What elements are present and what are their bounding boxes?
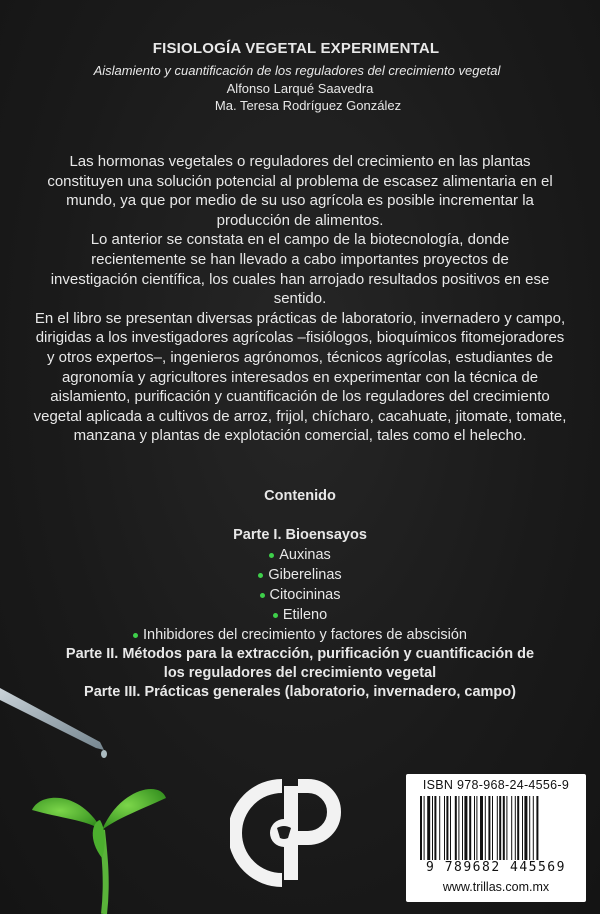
description-paragraph: Las hormonas vegetales o reguladores del crecimiento en las plantas constituyen una solución potencial al problema de escasez alimentaria en el mundo, ya que por medio de su uso agrícola es posible incrementar la producción de alimentos. — [47, 153, 553, 229]
contents-item: Auxinas — [60, 545, 540, 565]
part-2-heading: Parte II. Métodos para la extracción, purificación y cuantificación de los reguladores del crecimiento vegetal — [65, 646, 535, 681]
author-2: Ma. Teresa Rodríguez González — [214, 98, 402, 113]
book-subtitle: Aislamiento y cuantificación de los reguladores del crecimiento vegetal — [93, 63, 501, 78]
leaf-icon — [32, 798, 102, 830]
seedling-illustration — [0, 680, 230, 914]
barcode-number: 9 789682 445569 — [426, 860, 566, 875]
isbn-text: ISBN 978-968-24-4556-9 — [422, 778, 570, 792]
barcode-icon — [418, 796, 578, 860]
contents-item: Inhibidores del crecimiento y factores de abscisión — [60, 625, 540, 645]
bullet-icon — [273, 613, 278, 618]
bullet-icon — [258, 573, 263, 578]
barcode-label — [406, 774, 586, 902]
publisher-url: www.trillas.com.mx — [442, 880, 550, 894]
table-of-contents — [60, 488, 540, 702]
book-title: FISIOLOGÍA VEGETAL EXPERIMENTAL — [152, 40, 440, 57]
bullet-icon — [260, 593, 265, 598]
contents-heading: Contenido — [264, 488, 336, 504]
author-1: Alfonso Larqué Saavedra — [226, 81, 374, 96]
description-paragraph: En el libro se presentan diversas prácticas de laboratorio, invernadero y campo, dirigidas a los investigadores agrícolas –fisiólogos, bioquímicos fitomejoradores y otros expertos–, ingenieros agrónomos, técnicos agrícolas, estudiantes de agronomía y agricultores interesados en experimentar con la técnica de aislamiento, purificación y cuantificación de los reguladores del crecimiento vegetal aplicada a cultivos de arroz, frijol, chícharo, cacahuate, jitomate, tomate, manzana y plantas de explotación comercial, tales como el helecho. — [33, 309, 567, 445]
contents-item: Etileno — [60, 605, 540, 625]
bullet-icon — [133, 633, 138, 638]
part-3-heading: Parte III. Prácticas generales (laboratorio, invernadero, campo) — [84, 684, 516, 700]
cp-logo — [230, 772, 350, 894]
bullet-icon — [269, 553, 274, 558]
leaf-icon — [102, 789, 166, 830]
pipette-icon — [0, 688, 104, 750]
contents-item: Giberelinas — [60, 565, 540, 585]
book-header — [0, 40, 600, 113]
description-paragraph: Lo anterior se constata en el campo de la biotecnología, donde recientemente se han llevado a cabo importantes proyectos de investigación científica, los cuales han arrojado resultados positivos en ese sentido. — [50, 231, 550, 308]
book-description — [30, 152, 570, 446]
contents-item: Citocininas — [60, 585, 540, 605]
part-1-heading: Parte I. Bioensayos — [233, 527, 367, 543]
